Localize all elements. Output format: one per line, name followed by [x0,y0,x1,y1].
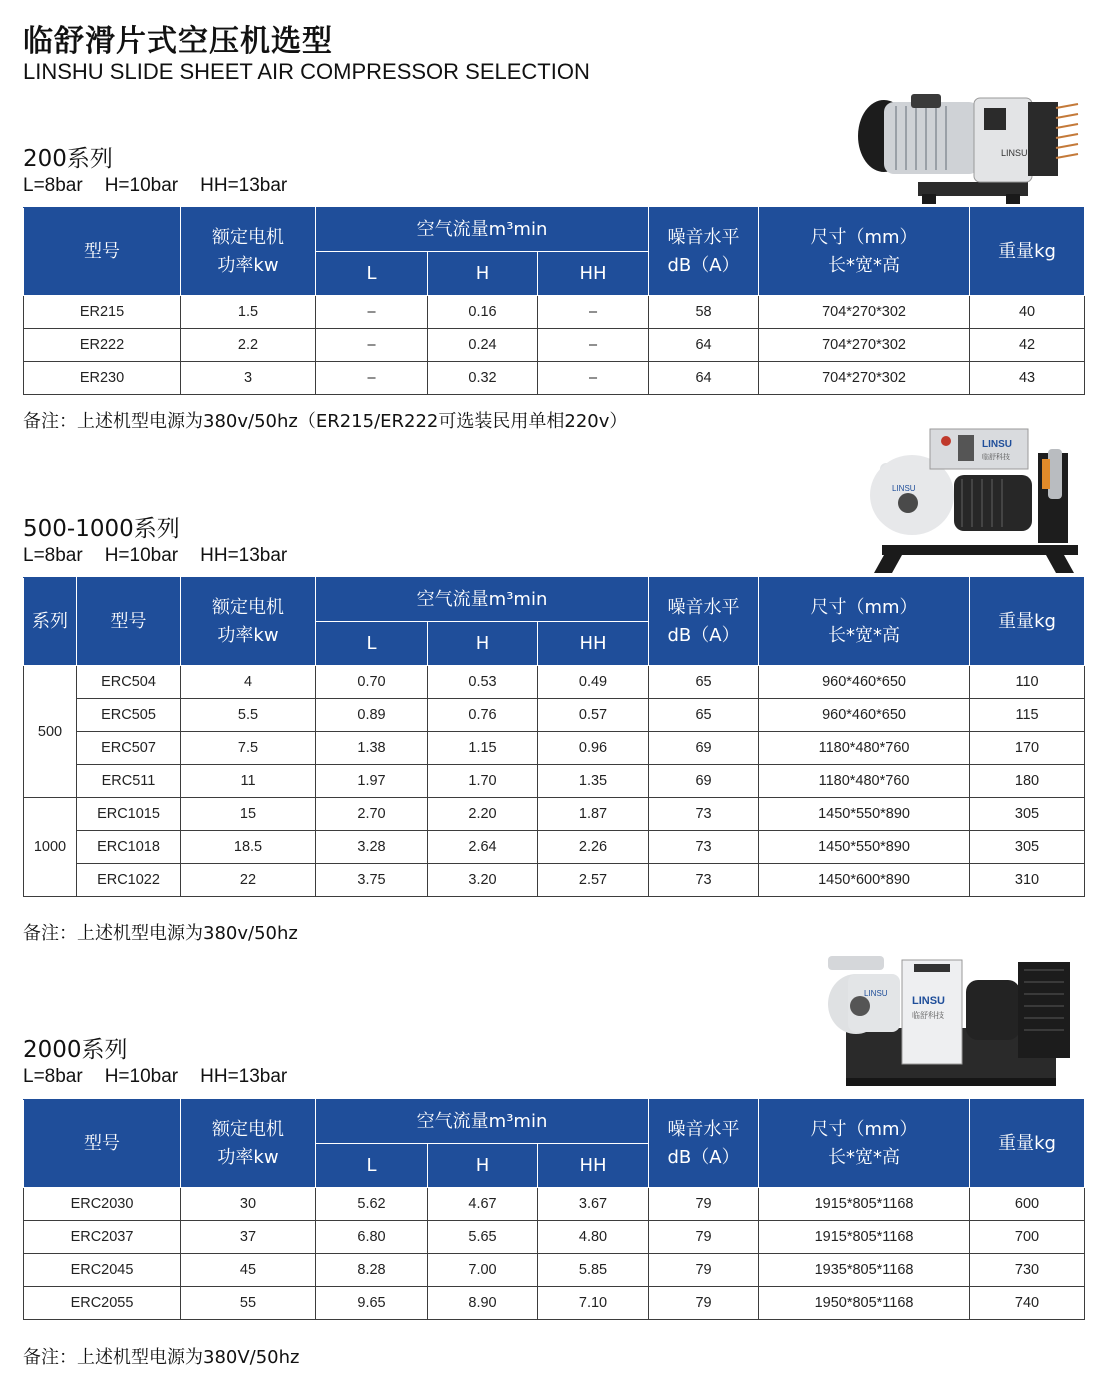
header-model: 型号 [24,1100,181,1188]
cell-noise: 79 [649,1287,759,1320]
header-size: 尺寸（mm） 长*宽*高 [759,208,970,296]
table-row [24,798,1085,831]
pressure-h: H=10bar [104,1066,179,1087]
table-row [24,1254,1085,1287]
cell-power: 3 [181,362,316,395]
cell-power: 1.5 [181,296,316,329]
cell-weight: 42 [970,329,1085,362]
header-power: 额定电机 功率kw [181,208,316,296]
cell-model: ERC505 [77,699,181,732]
pressure-l: L=8bar [23,1066,83,1087]
cell-flow-hh: – [538,329,649,362]
brand-sub-text-2: 临舒科技 [912,1011,944,1020]
note-2000: 备注：上述机型电源为380V/50hz [23,1347,300,1368]
cell-size: 1915*805*1168 [759,1221,970,1254]
cell-model: ERC504 [77,666,181,699]
header-flow-h: H [428,1144,538,1188]
header-airflow: 空气流量m³min [316,578,649,622]
cell-size: 704*270*302 [759,329,970,362]
compressor-2000-photo [820,952,1080,1088]
cell-flow-h: 8.90 [428,1287,538,1320]
table-row [24,732,1085,765]
note-500: 备注：上述机型电源为380v/50hz [23,923,298,944]
header-flow-l: L [316,252,428,296]
cell-size: 1935*805*1168 [759,1254,970,1287]
cell-flow-h: 0.24 [428,329,538,362]
cell-power: 7.5 [181,732,316,765]
header-power: 额定电机 功率kw [181,1100,316,1188]
note-200: 备注：上述机型电源为380v/50hz（ER215/ER222可选装民用单相220v） [23,411,628,432]
cell-size: 704*270*302 [759,296,970,329]
table-body-200 [24,296,1085,395]
cell-flow-h: 5.65 [428,1221,538,1254]
pressure-h: H=10bar [104,545,179,566]
cell-flow-h: 2.64 [428,831,538,864]
table-row [24,864,1085,897]
cell-model: ERC507 [77,732,181,765]
header-noise: 噪音水平 dB（A） [649,208,759,296]
cell-weight: 730 [970,1254,1085,1287]
cell-flow-l: 5.62 [316,1188,428,1221]
cell-noise: 58 [649,296,759,329]
header-flow-h: H [428,252,538,296]
header-flow-l: L [316,1144,428,1188]
cell-size: 1950*805*1168 [759,1287,970,1320]
pressure-h: H=10bar [104,175,179,196]
cell-series-500: 500 [24,666,77,798]
cell-weight: 180 [970,765,1085,798]
cell-flow-l: 1.97 [316,765,428,798]
table-row [24,699,1085,732]
cell-flow-hh: 5.85 [538,1254,649,1287]
header-flow-hh: HH [538,1144,649,1188]
cell-flow-hh: – [538,362,649,395]
section-200-title: 200系列 [23,146,113,172]
cell-power: 22 [181,864,316,897]
compressor-500-photo [862,423,1086,575]
cell-weight: 740 [970,1287,1085,1320]
header-weight: 重量kg [970,208,1085,296]
header-flow-hh: HH [538,252,649,296]
cell-weight: 110 [970,666,1085,699]
header-size: 尺寸（mm） 长*宽*高 [759,1100,970,1188]
cell-flow-l: 9.65 [316,1287,428,1320]
cell-weight: 310 [970,864,1085,897]
cell-flow-hh: 0.96 [538,732,649,765]
pressure-l: L=8bar [23,545,83,566]
cell-flow-l: 8.28 [316,1254,428,1287]
cell-flow-h: 7.00 [428,1254,538,1287]
cell-flow-l: – [316,329,428,362]
brand-text-5: LINSU [912,995,945,1007]
brand-text-4: LINSU [864,989,888,998]
cell-weight: 170 [970,732,1085,765]
cell-flow-h: 3.20 [428,864,538,897]
cell-size: 960*460*650 [759,666,970,699]
header-flow-hh: HH [538,622,649,666]
cell-noise: 73 [649,864,759,897]
section-500-title: 500-1000系列 [23,516,180,542]
cell-size: 1450*550*890 [759,831,970,864]
cell-weight: 700 [970,1221,1085,1254]
table-row [24,831,1085,864]
cell-flow-l: 1.38 [316,732,428,765]
cell-flow-h: 1.15 [428,732,538,765]
cell-model: ERC1022 [77,864,181,897]
cell-power: 55 [181,1287,316,1320]
cell-power: 11 [181,765,316,798]
cell-size: 960*460*650 [759,699,970,732]
cell-noise: 79 [649,1221,759,1254]
cell-model: ERC2055 [24,1287,181,1320]
cell-flow-h: 0.16 [428,296,538,329]
header-noise: 噪音水平 dB（A） [649,578,759,666]
cell-flow-hh: 7.10 [538,1287,649,1320]
cell-noise: 69 [649,765,759,798]
cell-model: ER222 [24,329,181,362]
cell-size: 1450*550*890 [759,798,970,831]
cell-weight: 600 [970,1188,1085,1221]
table-body-500 [24,666,1085,897]
cell-flow-l: 6.80 [316,1221,428,1254]
cell-flow-l: 0.70 [316,666,428,699]
brand-text-2: LINSU [892,484,916,493]
cell-flow-l: 3.75 [316,864,428,897]
header-series: 系列 [24,578,77,666]
cell-flow-hh: 4.80 [538,1221,649,1254]
cell-size: 1915*805*1168 [759,1188,970,1221]
cell-weight: 43 [970,362,1085,395]
header-model: 型号 [24,208,181,296]
cell-size: 1180*480*760 [759,765,970,798]
cell-power: 37 [181,1221,316,1254]
cell-flow-hh: 2.57 [538,864,649,897]
page-subtitle: LINSHU SLIDE SHEET AIR COMPRESSOR SELECTION [23,59,590,84]
cell-flow-h: 1.70 [428,765,538,798]
table-row [24,362,1085,395]
cell-flow-hh: 0.57 [538,699,649,732]
cell-power: 15 [181,798,316,831]
cell-power: 45 [181,1254,316,1287]
table-row [24,329,1085,362]
cell-noise: 64 [649,362,759,395]
cell-power: 5.5 [181,699,316,732]
pressure-legend [23,175,309,197]
cell-weight: 305 [970,831,1085,864]
cell-flow-h: 0.32 [428,362,538,395]
cell-noise: 64 [649,329,759,362]
cell-size: 1450*600*890 [759,864,970,897]
cell-flow-hh: – [538,296,649,329]
table-row [24,1188,1085,1221]
cell-noise: 79 [649,1254,759,1287]
cell-size: 704*270*302 [759,362,970,395]
cell-model: ERC1015 [77,798,181,831]
brand-text: LINSU [1001,148,1028,158]
header-weight: 重量kg [970,578,1085,666]
pressure-legend [23,1066,309,1088]
table-body-2000 [24,1188,1085,1320]
cell-size: 1180*480*760 [759,732,970,765]
pressure-hh: HH=13bar [200,1066,288,1087]
cell-model: ER215 [24,296,181,329]
header-airflow: 空气流量m³min [316,1100,649,1144]
pressure-l: L=8bar [23,175,83,196]
cell-weight: 305 [970,798,1085,831]
header-flow-l: L [316,622,428,666]
cell-noise: 79 [649,1188,759,1221]
page-title: 临舒滑片式空压机选型 [23,24,333,59]
pressure-hh: HH=13bar [200,545,288,566]
cell-flow-l: – [316,362,428,395]
pressure-legend [23,545,309,567]
cell-model: ER230 [24,362,181,395]
cell-model: ERC2037 [24,1221,181,1254]
spec-table-500 [23,577,1085,897]
header-power: 额定电机 功率kw [181,578,316,666]
cell-power: 30 [181,1188,316,1221]
cell-noise: 69 [649,732,759,765]
cell-series-1000: 1000 [24,798,77,897]
table-row [24,296,1085,329]
header-flow-h: H [428,622,538,666]
cell-power: 18.5 [181,831,316,864]
cell-flow-l: 3.28 [316,831,428,864]
brand-text-3: LINSU [982,439,1012,450]
cell-model: ERC511 [77,765,181,798]
cell-power: 2.2 [181,329,316,362]
cell-flow-h: 0.76 [428,699,538,732]
cell-flow-l: – [316,296,428,329]
cell-noise: 73 [649,831,759,864]
cell-weight: 40 [970,296,1085,329]
cell-flow-l: 2.70 [316,798,428,831]
header-weight: 重量kg [970,1100,1085,1188]
table-row [24,765,1085,798]
cell-model: ERC2045 [24,1254,181,1287]
table-row [24,1221,1085,1254]
cell-weight: 115 [970,699,1085,732]
cell-noise: 73 [649,798,759,831]
table-row [24,666,1085,699]
section-2000-title: 2000系列 [23,1037,128,1063]
header-model: 型号 [77,578,181,666]
table-row [24,1287,1085,1320]
compressor-200-photo [856,94,1084,206]
cell-flow-hh: 0.49 [538,666,649,699]
cell-model: ERC1018 [77,831,181,864]
cell-flow-hh: 2.26 [538,831,649,864]
header-size: 尺寸（mm） 长*宽*高 [759,578,970,666]
brand-sub-text: 临舒科技 [982,453,1010,461]
spec-table-200 [23,207,1085,395]
cell-flow-h: 0.53 [428,666,538,699]
cell-flow-h: 2.20 [428,798,538,831]
cell-flow-hh: 1.35 [538,765,649,798]
spec-table-2000 [23,1099,1085,1320]
cell-flow-hh: 3.67 [538,1188,649,1221]
header-noise: 噪音水平 dB（A） [649,1100,759,1188]
cell-noise: 65 [649,699,759,732]
cell-power: 4 [181,666,316,699]
cell-model: ERC2030 [24,1188,181,1221]
cell-noise: 65 [649,666,759,699]
cell-flow-l: 0.89 [316,699,428,732]
header-airflow: 空气流量m³min [316,208,649,252]
cell-flow-hh: 1.87 [538,798,649,831]
cell-flow-h: 4.67 [428,1188,538,1221]
pressure-hh: HH=13bar [200,175,288,196]
